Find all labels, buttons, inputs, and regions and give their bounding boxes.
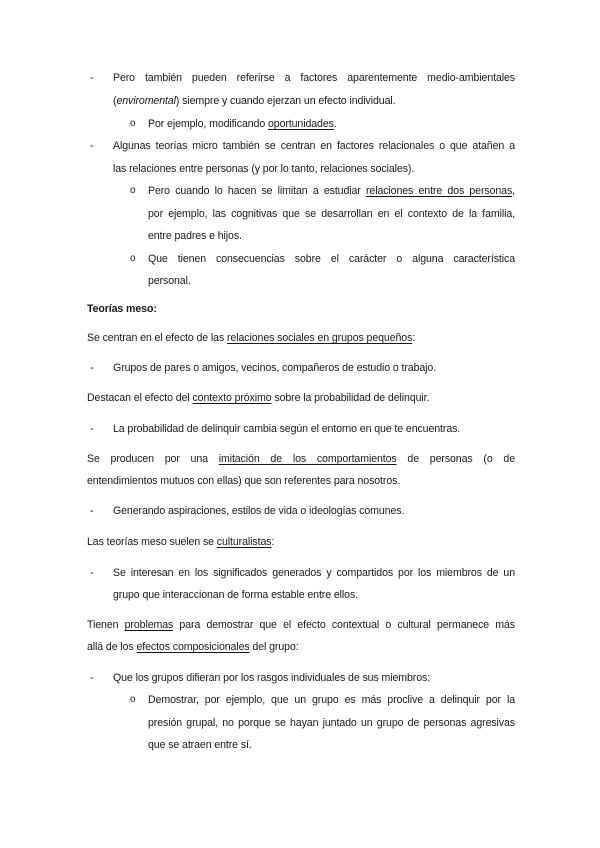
text-line: Que los grupos difieran por los rasgos individuales de sus miembros: bbox=[113, 672, 431, 684]
text-line: Las teorías meso suelen se culturalistas: bbox=[87, 536, 275, 548]
text-line: las relaciones entre personas (y por lo tanto, relaciones sociales). bbox=[113, 163, 415, 175]
underlined-term: oportunidades bbox=[267, 118, 334, 130]
dash-bullet: - bbox=[90, 505, 94, 517]
text-line: Destacan el efecto del contexto próximo sobre la probabilidad de delinquir. bbox=[87, 392, 430, 404]
text-line: entendimientos mutuos con ellas) que son referentes para nosotros. bbox=[87, 475, 401, 487]
text-line: Algunas teorías micro también se centran en factores relacionales o que atañen a bbox=[113, 140, 515, 152]
underlined-term: relaciones sociales en grupos pequeños bbox=[227, 332, 413, 344]
text-line: por ejemplo, las cognitivas que se desarrollan en el contexto de la familia, bbox=[148, 208, 515, 220]
circle-bullet: o bbox=[130, 118, 136, 129]
underlined-term: imitación de los comportamientos bbox=[218, 453, 397, 465]
text-line: Grupos de pares o amigos, vecinos, compañeros de estudio o trabajo. bbox=[113, 362, 437, 374]
text-line: Tienen problemas para demostrar que el efecto contextual o cultural permanece más bbox=[87, 619, 516, 631]
text-line: que se atraen entre sí. bbox=[148, 739, 252, 751]
underlined-term: contexto próximo bbox=[192, 392, 272, 404]
text-line: Se centran en el efecto de las relaciones sociales en grupos pequeños: bbox=[87, 332, 416, 344]
circle-bullet: o bbox=[130, 253, 136, 264]
text-line: Demostrar, por ejemplo, que un grupo es más proclive a delinquir por la bbox=[148, 694, 515, 706]
text-line: presión grupal, no porque se hayan juntado un grupo de personas agresivas bbox=[148, 717, 515, 729]
emphasis-text: enviromental bbox=[116, 95, 176, 107]
section-heading: Teorías meso: bbox=[87, 303, 157, 315]
text-line: entre padres e hijos. bbox=[148, 230, 242, 242]
text-line: allá de los efectos composicionales del grupo: bbox=[87, 641, 299, 653]
dash-bullet: - bbox=[90, 362, 94, 374]
text-line: Que tienen consecuencias sobre el carácter o alguna característica bbox=[148, 253, 515, 265]
dash-bullet: - bbox=[90, 72, 94, 84]
text-line: (enviromental) siempre y cuando ejerzan un efecto individual. bbox=[113, 95, 396, 107]
dash-bullet: - bbox=[90, 567, 94, 579]
circle-bullet: o bbox=[130, 694, 136, 705]
text-line: Pero cuando lo hacen se limitan a estudiar relaciones entre dos personas, bbox=[148, 185, 515, 197]
text-line: Por ejemplo, modificando oportunidades. bbox=[148, 118, 337, 130]
underlined-term: relaciones entre dos personas bbox=[365, 185, 513, 197]
text-line: Generando aspiraciones, estilos de vida o ideologías comunes. bbox=[113, 505, 405, 517]
text-line: Pero también pueden referirse a factores aparentemente medio-ambientales bbox=[113, 72, 515, 84]
text-line: Se producen por una imitación de los comportamientos de personas (o de bbox=[87, 453, 515, 465]
text-line: personal. bbox=[148, 275, 191, 287]
underlined-term: problemas bbox=[124, 619, 174, 631]
dash-bullet: - bbox=[90, 423, 94, 435]
text-line: Se interesan en los significados generados y compartidos por los miembros de un bbox=[113, 567, 515, 579]
text-line: grupo que interaccionan de forma estable entre ellos. bbox=[113, 589, 358, 601]
dash-bullet: - bbox=[90, 672, 94, 684]
underlined-term: efectos composicionales bbox=[136, 641, 250, 653]
dash-bullet: - bbox=[90, 140, 94, 152]
circle-bullet: o bbox=[130, 185, 136, 196]
text-line: La probabilidad de delinquir cambia según el entorno en que te encuentras. bbox=[113, 423, 461, 435]
underlined-term: culturalistas bbox=[216, 536, 272, 548]
